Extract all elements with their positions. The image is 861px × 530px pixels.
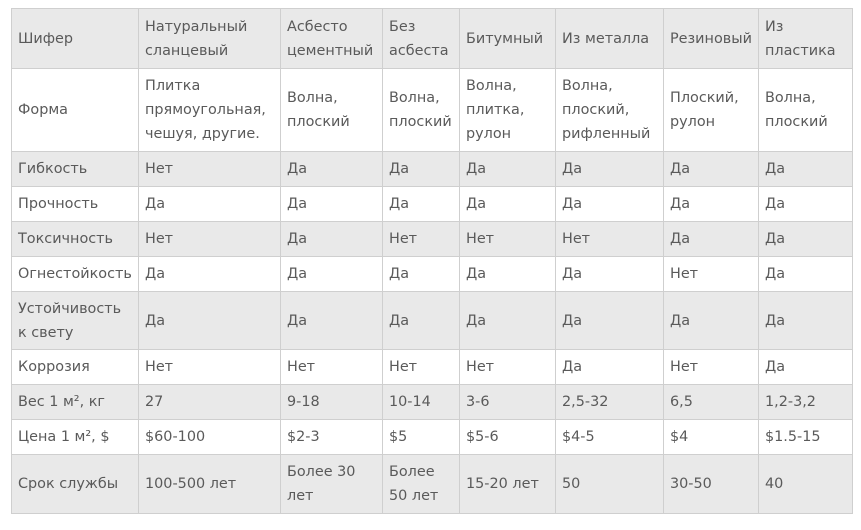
table-cell: Да (556, 187, 664, 222)
table-cell: Более 50 лет (383, 455, 460, 514)
table-row (12, 222, 853, 257)
table-cell: Волна, плоский, рифленный (556, 69, 664, 152)
table-cell: 50 (556, 455, 664, 514)
table-cell: Асбесто цементный (281, 9, 383, 69)
table-cell: Нет (664, 257, 759, 292)
table-cell: Волна, плоский (383, 69, 460, 152)
table-cell: Нет (664, 350, 759, 385)
table-cell: $4-5 (556, 420, 664, 455)
table-cell: Да (664, 152, 759, 187)
table-cell: Да (759, 257, 853, 292)
table-cell: Волна, плитка, рулон (460, 69, 556, 152)
table-cell: Да (664, 187, 759, 222)
table-cell: Да (556, 350, 664, 385)
table-row (12, 292, 853, 350)
table-cell: Устойчивость к свету (12, 292, 139, 350)
table-cell: Форма (12, 69, 139, 152)
table-cell: Нет (383, 350, 460, 385)
table-cell: Из пластика (759, 9, 853, 69)
table-cell: Да (281, 152, 383, 187)
table-cell: Да (460, 257, 556, 292)
table-cell: 9-18 (281, 385, 383, 420)
table-cell: Нет (556, 222, 664, 257)
table-cell: $1.5-15 (759, 420, 853, 455)
table-cell: Нет (139, 350, 281, 385)
table-header-row (12, 9, 853, 69)
table-cell: Да (139, 187, 281, 222)
table-cell: Да (383, 152, 460, 187)
table-cell: Токсичность (12, 222, 139, 257)
table-cell: 40 (759, 455, 853, 514)
table-cell: 27 (139, 385, 281, 420)
table-cell: Да (759, 187, 853, 222)
table-cell: Нет (460, 350, 556, 385)
table-cell: Да (556, 152, 664, 187)
table-cell: $2-3 (281, 420, 383, 455)
table-cell: $60-100 (139, 420, 281, 455)
table-cell: 2,5-32 (556, 385, 664, 420)
table-cell: Плитка прямоугольная, чешуя, другие. (139, 69, 281, 152)
table-cell: Да (281, 187, 383, 222)
table-row (12, 350, 853, 385)
table-cell: Натуральный сланцевый (139, 9, 281, 69)
slate-comparison-table (11, 8, 853, 514)
table-cell: Нет (460, 222, 556, 257)
table-cell: Огнестойкость (12, 257, 139, 292)
table-cell: Да (664, 222, 759, 257)
table-cell: Нет (383, 222, 460, 257)
table-cell: Шифер (12, 9, 139, 69)
table-row (12, 385, 853, 420)
table-row (12, 257, 853, 292)
table-cell: Да (664, 292, 759, 350)
table-cell: 3-6 (460, 385, 556, 420)
table-cell: Резиновый (664, 9, 759, 69)
table-cell: Да (759, 350, 853, 385)
table-cell: Вес 1 м², кг (12, 385, 139, 420)
table-cell: Более 30 лет (281, 455, 383, 514)
table-row (12, 420, 853, 455)
table-row (12, 455, 853, 514)
table-cell: Да (759, 152, 853, 187)
table-cell: Да (281, 292, 383, 350)
table-cell: Без асбеста (383, 9, 460, 69)
table-cell: Нет (139, 152, 281, 187)
table-row (12, 152, 853, 187)
table-cell: Да (281, 222, 383, 257)
table-cell: Прочность (12, 187, 139, 222)
table-cell: Да (460, 292, 556, 350)
table-cell: 100-500 лет (139, 455, 281, 514)
table-cell: Нет (139, 222, 281, 257)
table-cell: Коррозия (12, 350, 139, 385)
table-cell: Да (460, 187, 556, 222)
table-cell: 1,2-3,2 (759, 385, 853, 420)
table-cell: Гибкость (12, 152, 139, 187)
table-cell: Да (383, 292, 460, 350)
table-cell: 30-50 (664, 455, 759, 514)
table-cell: Срок службы (12, 455, 139, 514)
table-row (12, 187, 853, 222)
table-cell: Да (759, 292, 853, 350)
table-cell: $5 (383, 420, 460, 455)
table-cell: Да (759, 222, 853, 257)
table-cell: Плоский, рулон (664, 69, 759, 152)
table-cell: Нет (281, 350, 383, 385)
table-cell: Да (139, 257, 281, 292)
table-cell: 10-14 (383, 385, 460, 420)
table-cell: 15-20 лет (460, 455, 556, 514)
table-row (12, 69, 853, 152)
table-cell: Битумный (460, 9, 556, 69)
table-cell: Да (281, 257, 383, 292)
table-cell: Да (556, 257, 664, 292)
table-cell: Цена 1 м², $ (12, 420, 139, 455)
table-cell: Волна, плоский (759, 69, 853, 152)
table-cell: Волна, плоский (281, 69, 383, 152)
table-cell: Да (460, 152, 556, 187)
table-cell: Да (556, 292, 664, 350)
table-cell: $5-6 (460, 420, 556, 455)
table-cell: 6,5 (664, 385, 759, 420)
table-cell: Да (139, 292, 281, 350)
table-cell: $4 (664, 420, 759, 455)
table-cell: Да (383, 187, 460, 222)
comparison-table-container (11, 8, 852, 514)
table-cell: Да (383, 257, 460, 292)
table-cell: Из металла (556, 9, 664, 69)
